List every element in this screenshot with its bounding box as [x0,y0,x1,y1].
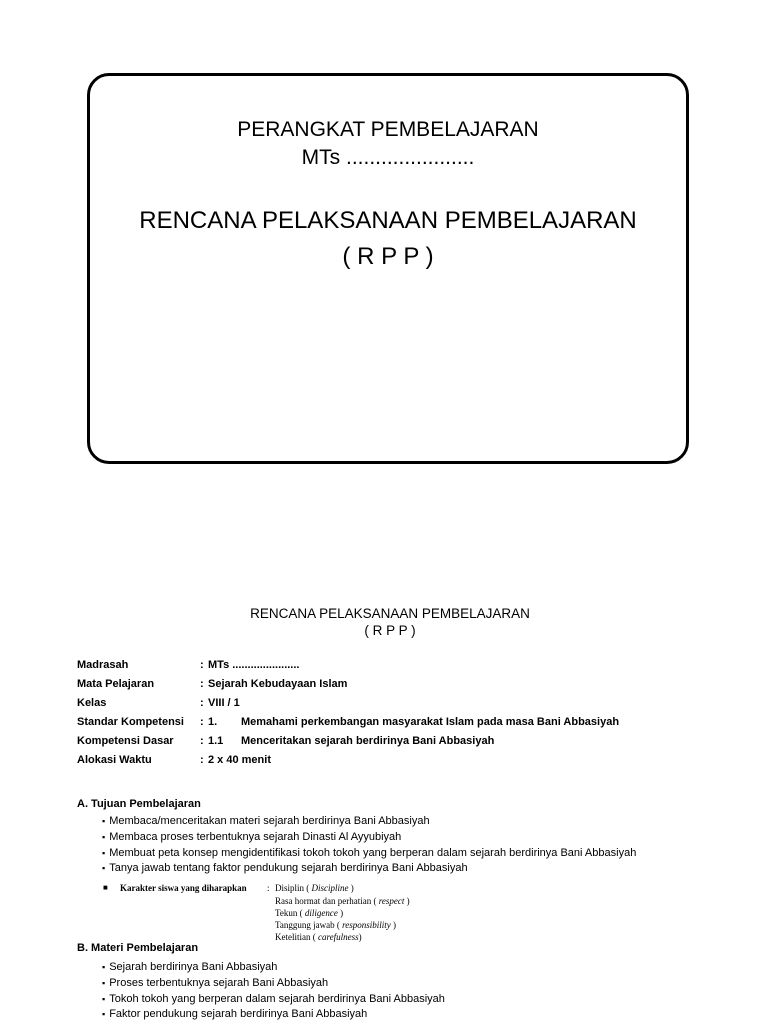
cover-doc-title: RENCANA PELAKSANAAN PEMBELAJARAN [139,207,637,234]
cover-title: PERANGKAT PEMBELAJARAN [237,118,539,141]
karakter-value: Ketelitian ( carefulness) [275,932,362,942]
list-item: ▪ Sejarah berdirinya Bani Abbasiyah [102,961,445,977]
cover-school: MTs ...................... [301,146,475,169]
karakter-value: Disiplin ( Discipline ) [275,883,354,893]
karakter-value: Rasa hormat dan perhatian ( respect ) [275,896,410,906]
karakter-label: Karakter siswa yang diharapkan [120,883,247,893]
info-value: 2 x 40 menit [208,754,271,766]
info-value: VIII / 1 [208,697,240,709]
info-label: Alokasi Waktu [77,754,152,766]
karakter-value: Tekun ( diligence ) [275,908,344,918]
karakter-colon: : [267,883,270,893]
list-item: ▪ Membuat peta konsep mengidentifikasi tokoh tokoh yang berperan dalam sejarah berdirinya Bani Abbasiyah [102,847,636,863]
cover-doc-abbrev: ( R P P ) [342,243,434,270]
materi-list [102,961,445,1024]
info-label: Mata Pelajaran [77,678,155,690]
list-item: ▪ Tanya jawab tentang faktor pendukung sejarah berdirinya Bani Abbasiyah [102,862,636,878]
list-item: ▪ Faktor pendukung sejarah berdirinya Bani Abbasiyah [102,1008,445,1024]
list-item: ▪ Proses terbentuknya sejarah Bani Abbasiyah [102,977,445,993]
section-heading-tujuan: A. Tujuan Pembelajaran [77,798,201,810]
info-colon: : [200,716,204,728]
list-item: ▪ Membaca/menceritakan materi sejarah berdirinya Bani Abbasiyah [102,815,636,831]
list-item: ▪ Membaca proses terbentuknya sejarah Dinasti Al Ayyubiyah [102,831,636,847]
list-item: ▪ Tokoh tokoh yang berperan dalam sejarah berdirinya Bani Abbasiyah [102,993,445,1009]
info-colon: : [200,697,204,709]
info-value: MTs ...................... [208,659,300,671]
info-number: 1. [208,716,218,728]
tujuan-list [102,815,636,878]
karakter-value: Tanggung jawab ( responsibility ) [275,920,397,930]
info-colon: : [200,659,204,671]
info-colon: : [200,678,204,690]
info-value: Sejarah Kebudayaan Islam [208,678,348,690]
info-colon: : [200,735,204,747]
bullet-icon: ■ [103,883,108,892]
info-label: Madrasah [77,659,129,671]
cover-box [87,73,689,464]
doc-title: RENCANA PELAKSANAAN PEMBELAJARAN [250,606,530,621]
section-heading-materi: B. Materi Pembelajaran [77,942,199,954]
info-label: Standar Kompetensi [77,716,184,728]
info-colon: : [200,754,204,766]
info-value: Menceritakan sejarah berdirinya Bani Abbasiyah [241,735,495,747]
info-value: Memahami perkembangan masyarakat Islam pada masa Bani Abbasiyah [241,716,620,728]
info-number: 1.1 [208,735,224,747]
info-label: Kelas [77,697,107,709]
doc-subtitle: ( R P P ) [364,623,416,638]
info-label: Kompetensi Dasar [77,735,174,747]
